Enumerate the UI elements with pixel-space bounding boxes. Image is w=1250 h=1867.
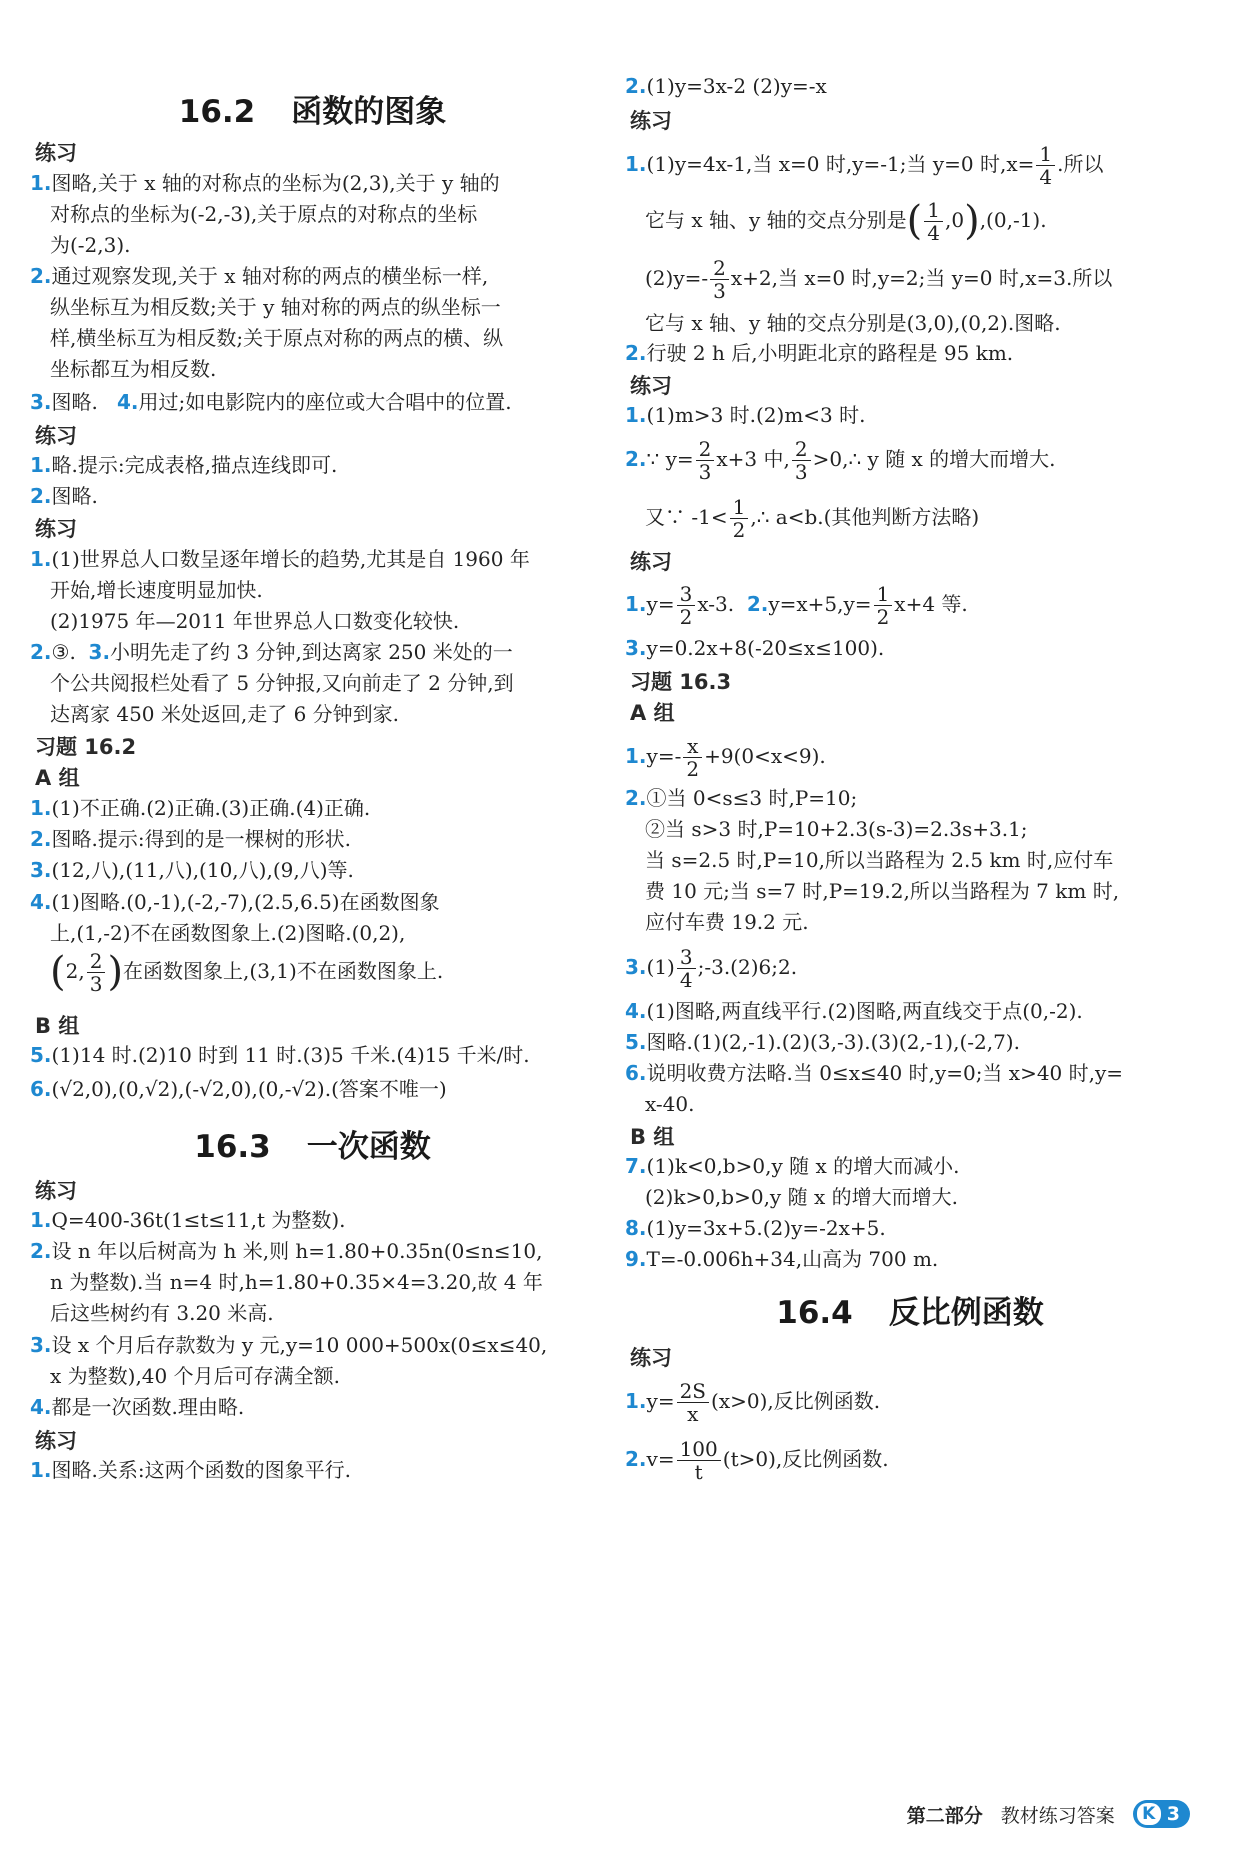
answer-line: 8.(1)y=3x+5.(2)y=-2x+5. [625,1216,886,1240]
fraction: $\frac{2}{3}$ [792,438,811,483]
page-number: 3 [1166,1803,1180,1825]
exercise-heading: 练习 [35,424,77,448]
answer-line: 2.(1)y=3x-2 (2)y=-x [625,74,827,98]
answer-line: 又∵ -1< $\frac{1}{2}$ ,∴ a<b.(其他判断方法略) [645,495,980,542]
answer-line: 5.图略.(1)(2,-1).(2)(3,-3).(3)(2,-1),(-2,7). [625,1030,1020,1054]
fraction: $\frac{1}{4}$ [924,199,943,244]
answer-line: 5.(1)14 时.(2)10 时到 11 时.(3)5 千米.(4)15 千米/时. [30,1043,530,1067]
answer-line: 1.Q=400-36t(1≤t≤11,t 为整数). [30,1208,346,1232]
answer-line: 2.图略. [30,484,98,508]
fraction: $\frac{1}{4}$ [1036,143,1055,188]
fraction: $\frac{3}{4}$ [677,946,696,991]
answer-line: 6.说明收费方法略.当 0≤x≤40 时,y=0;当 x>40 时,y= [625,1061,1124,1085]
section-title-16-3: 16.3 一次函数 [194,1129,431,1165]
answer-line: 1.(1)不正确.(2)正确.(3)正确.(4)正确. [30,796,371,820]
answer-line: 样,横坐标互为相反数;关于原点对称的两点的横、纵 [50,326,504,350]
group-heading: B 组 [35,1014,80,1038]
group-heading: A 组 [35,766,80,790]
answer-line: 2.行驶 2 h 后,小明距北京的路程是 95 km. [625,341,1014,365]
fraction: $\frac{2}{3}$ [696,438,715,483]
problem-set-heading: 习题 16.2 [35,735,137,759]
answer-line: 6.(√2,0),(0,√2),(-√2,0),(0,-√2).(答案不唯一) [30,1077,447,1101]
answer-line: (2, $\frac{2}{3}$ )在函数图象上,(3,1)不在函数图象上. [50,949,444,996]
page-footer [907,1798,1190,1830]
answer-line: 后这些树约有 3.20 米高. [50,1301,274,1325]
fraction: $\frac{3}{2}$ [677,583,696,628]
answer-line: 3.设 x 个月后存款数为 y 元,y=10 000+500x(0≤x≤40, [30,1333,548,1357]
answer-line: 它与 x 轴、y 轴的交点分别是(3,0),(0,2).图略. [645,311,1061,335]
fraction: $\frac{1}{2}$ [874,583,893,628]
answer-line: x-40. [645,1092,695,1116]
answer-line: (2)y=- $\frac{2}{3}$ x+2,当 x=0 时,y=2;当 y=0 时,x=3.所以 [645,256,1113,303]
answer-line: 3.(1) $\frac{3}{4}$ ;-3.(2)6;2. [625,945,798,992]
answer-line: 2.通过观察发现,关于 x 轴对称的两点的横坐标一样, [30,264,489,288]
answer-line: 纵坐标互为相反数;关于 y 轴对称的两点的纵坐标一 [50,295,501,319]
exercise-heading: 练习 [35,517,77,541]
fraction: $\frac{2}{3}$ [87,950,106,995]
answer-line: 2.v= $\frac{100}{t}$ (t>0),反比例函数. [625,1437,889,1484]
answer-line: 当 s=2.5 时,P=10,所以当路程为 2.5 km 时,应付车 [645,848,1114,872]
problem-set-heading: 习题 16.3 [630,670,732,694]
fraction: $\frac{100}{t}$ [677,1438,721,1483]
page-badge [1133,1800,1190,1828]
exercise-heading: 练习 [35,141,77,165]
answer-line: 2.图略.提示:得到的是一棵树的形状. [30,827,351,851]
exercise-heading: 练习 [630,109,672,133]
fraction: $\frac{1}{2}$ [730,496,749,541]
section-title-16-2: 16.2 函数的图象 [178,94,447,130]
answer-line: 费 10 元;当 s=7 时,P=19.2,所以当路程为 7 km 时, [645,879,1120,903]
answer-line: 达离家 450 米处返回,走了 6 分钟到家. [50,702,400,726]
answer-line: 应付车费 19.2 元. [645,910,809,934]
answer-line: 4.都是一次函数.理由略. [30,1395,245,1419]
answer-line: x 为整数),40 个月后可存满全额. [50,1364,340,1388]
fraction: $\frac{2}{3}$ [710,257,729,302]
k-logo-icon: K [1137,1803,1161,1825]
fraction: $\frac{x}{2}$ [683,735,702,780]
answer-line: 为(-2,3). [50,233,131,257]
answer-line: 1.y= $\frac{3}{2}$ x-3. 2.y=x+5,y= $\frac{1}{2}$ x+4 等. [625,582,968,629]
answer-line: 坐标都互为相反数. [50,357,217,381]
answer-line: ②当 s>3 时,P=10+2.3(s-3)=2.3s+3.1; [645,817,1028,841]
exercise-heading: 练习 [630,1346,672,1370]
exercise-heading: 练习 [35,1179,77,1203]
answer-line: 2.①当 0<s≤3 时,P=10; [625,786,858,810]
group-heading: B 组 [630,1125,675,1149]
answer-line: 对称点的坐标为(-2,-3),关于原点的对称点的坐标 [50,202,478,226]
answer-line: (2)1975 年—2011 年世界总人口数变化较快. [50,609,460,633]
answer-line: 3.(12,八),(11,八),(10,八),(9,八)等. [30,858,354,882]
answer-line: 1.略.提示:完成表格,描点连线即可. [30,453,338,477]
answer-line: 7.(1)k<0,b>0,y 随 x 的增大而减小. [625,1154,960,1178]
answer-line: 1.(1)世界总人口数呈逐年增长的趋势,尤其是自 1960 年 [30,547,530,571]
answer-line: 开始,增长速度明显加快. [50,578,263,602]
answer-line: 3.图略. 4.用过;如电影院内的座位或大合唱中的位置. [30,390,512,414]
answer-line: 2.设 n 年以后树高为 h 米,则 h=1.80+0.35n(0≤n≤10, [30,1239,543,1263]
answer-line: 2.③. 3.小明先走了约 3 分钟,到达离家 250 米处的一 [30,640,513,664]
answer-line: 1.图略.关系:这两个函数的图象平行. [30,1458,351,1482]
answer-line: 它与 x 轴、y 轴的交点分别是( $\frac{1}{4}$ ,0),(0,-1). [645,198,1047,245]
answer-line: n 为整数).当 n=4 时,h=1.80+0.35×4=3.20,故 4 年 [50,1270,543,1294]
fraction: $\frac{2S}{x}$ [677,1380,709,1425]
answer-line: 3.y=0.2x+8(-20≤x≤100). [625,636,885,660]
answer-line: 4.(1)图略,两直线平行.(2)图略,两直线交于点(0,-2). [625,999,1083,1023]
answer-line: 上,(1,-2)不在函数图象上.(2)图略.(0,2), [50,921,406,945]
answer-line: 1.y= $\frac{2S}{x}$ (x>0),反比例函数. [625,1379,881,1426]
answer-line: 个公共阅报栏处看了 5 分钟报,又向前走了 2 分钟,到 [50,671,514,695]
answer-line: 1.图略,关于 x 轴的对称点的坐标为(2,3),关于 y 轴的 [30,171,500,195]
answer-line: (2)k>0,b>0,y 随 x 的增大而增大. [645,1185,958,1209]
answer-line: 1.(1)y=4x-1,当 x=0 时,y=-1;当 y=0 时,x= $\frac{1}{4}$ .所以 [625,142,1104,189]
exercise-heading: 练习 [630,550,672,574]
answer-line: 2.∵ y= $\frac{2}{3}$ x+3 中, $\frac{2}{3}$ >0,∴ y 随 x 的增大而增大. [625,437,1056,484]
footer-part: 第二部分 [906,1804,983,1827]
answer-line: 1.y=- $\frac{x}{2}$ +9(0<x<9). [625,734,826,781]
exercise-heading: 练习 [35,1429,77,1453]
answer-line: 1.(1)m>3 时.(2)m<3 时. [625,403,866,427]
group-heading: A 组 [630,701,675,725]
exercise-heading: 练习 [630,374,672,398]
section-title-16-4: 16.4 反比例函数 [776,1295,1044,1331]
answer-line: 9.T=-0.006h+34,山高为 700 m. [625,1247,939,1271]
footer-title: 教材练习答案 [1000,1804,1115,1827]
answer-line: 4.(1)图略.(0,-1),(-2,-7),(2.5,6.5)在函数图象 [30,890,440,914]
